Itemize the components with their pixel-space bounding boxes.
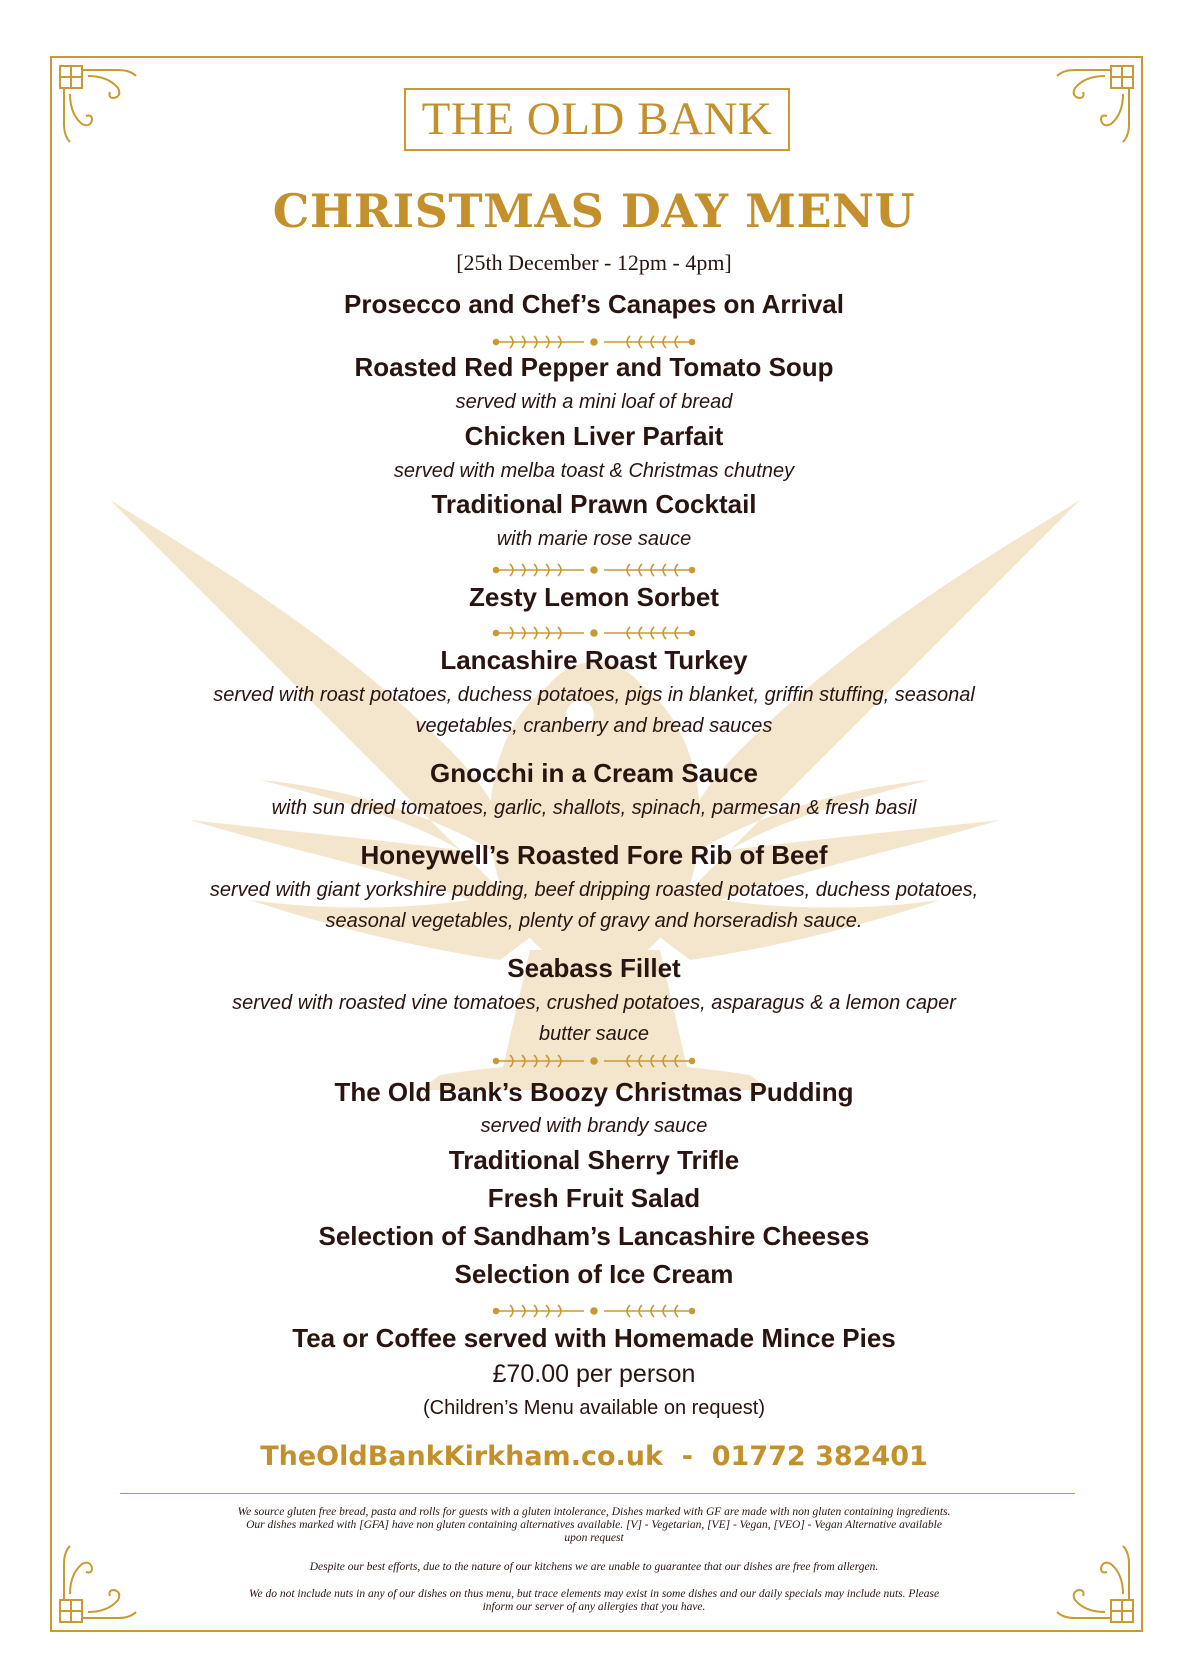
nuts-line: inform our server of any allergies that you have. <box>482 1601 706 1613</box>
logo-text: THE OLD BANK <box>421 93 773 145</box>
starter-description: with marie rose sauce <box>496 528 692 550</box>
starter-description: served with a mini loaf of bread <box>455 391 733 413</box>
dessert-description: served with brandy sauce <box>480 1115 708 1137</box>
divider-ornament-icon <box>492 1052 696 1070</box>
allergen-info <box>140 1506 1048 1545</box>
allergen-line: upon request <box>564 1532 624 1544</box>
main-description: with sun dried tomatoes, garlic, shallots, spinach, parmesan & fresh basil <box>271 797 917 819</box>
main-name: Honeywell’s Roasted Fore Rib of Beef <box>360 840 828 870</box>
nuts-line: We do not include nuts in any of our dishes on thus menu, but trace elements may exist in some dishes and our daily specials may include nuts. Please <box>248 1588 940 1600</box>
main-name: Lancashire Roast Turkey <box>440 645 748 675</box>
divider-ornament-icon <box>492 1302 696 1320</box>
date-line: [25th December - 12pm - 4pm] <box>456 250 732 275</box>
logo <box>404 88 790 151</box>
main-description: served with giant yorkshire pudding, beef dripping roasted potatoes, duchess potatoes, <box>209 879 979 901</box>
starter-name: Traditional Prawn Cocktail <box>431 489 757 519</box>
main-name: Seabass Fillet <box>507 953 681 983</box>
dessert-name: Fresh Fruit Salad <box>487 1183 701 1213</box>
tea-coffee-item: Tea or Coffee served with Homemade Mince Pies <box>292 1323 896 1353</box>
starter-name: Roasted Red Pepper and Tomato Soup <box>354 352 834 382</box>
dessert-name: Selection of Sandham’s Lancashire Cheeses <box>318 1221 870 1251</box>
main-description: served with roast potatoes, duchess potatoes, pigs in blanket, griffin stuffing, seasonal <box>213 684 975 706</box>
allergen-line: Our dishes marked with [GFA] have non gluten containing alternatives available. [V] - Vegetarian, [VE] - Vegan, [VEO] - Vegan Alternative available <box>246 1519 942 1531</box>
main-description: seasonal vegetables, plenty of gravy and horseradish sauce. <box>325 910 863 932</box>
starter-description: served with melba toast & Christmas chutney <box>393 460 795 482</box>
childrens-menu-note: (Children’s Menu available on request) <box>422 1397 766 1419</box>
dessert-name: Selection of Ice Cream <box>454 1259 734 1289</box>
dessert-name: The Old Bank’s Boozy Christmas Pudding <box>334 1077 854 1107</box>
allergen-line: We source gluten free bread, pasta and rolls for guests with a gluten intolerance, Dishes marked with GF are made with non gluten containing ingredients. <box>237 1506 951 1518</box>
page-title: CHRISTMAS DAY MENU <box>272 184 916 238</box>
footer-divider <box>120 1493 1075 1494</box>
main-description: butter sauce <box>538 1023 650 1045</box>
contact-link[interactable]: TheOldBankKirkham.co.uk - 01772 382401 <box>260 1441 928 1472</box>
arrival-item: Prosecco and Chef’s Canapes on Arrival <box>344 289 844 319</box>
price: £70.00 per person <box>492 1360 696 1388</box>
starter-name: Chicken Liver Parfait <box>464 421 724 451</box>
divider-ornament-icon <box>492 333 696 351</box>
divider-ornament-icon <box>492 624 696 642</box>
divider-ornament-icon <box>492 561 696 579</box>
sorbet-course: Zesty Lemon Sorbet <box>469 582 719 612</box>
main-description: vegetables, cranberry and bread sauces <box>415 715 773 737</box>
main-description: served with roasted vine tomatoes, crushed potatoes, asparagus & a lemon caper <box>232 992 956 1014</box>
dessert-name: Traditional Sherry Trifle <box>448 1145 740 1175</box>
nuts-disclaimer <box>140 1588 1048 1614</box>
main-name: Gnocchi in a Cream Sauce <box>429 758 758 788</box>
kitchen-disclaimer: Despite our best efforts, due to the nature of our kitchens we are unable to guarantee that our dishes are free from allergen. <box>309 1561 879 1573</box>
